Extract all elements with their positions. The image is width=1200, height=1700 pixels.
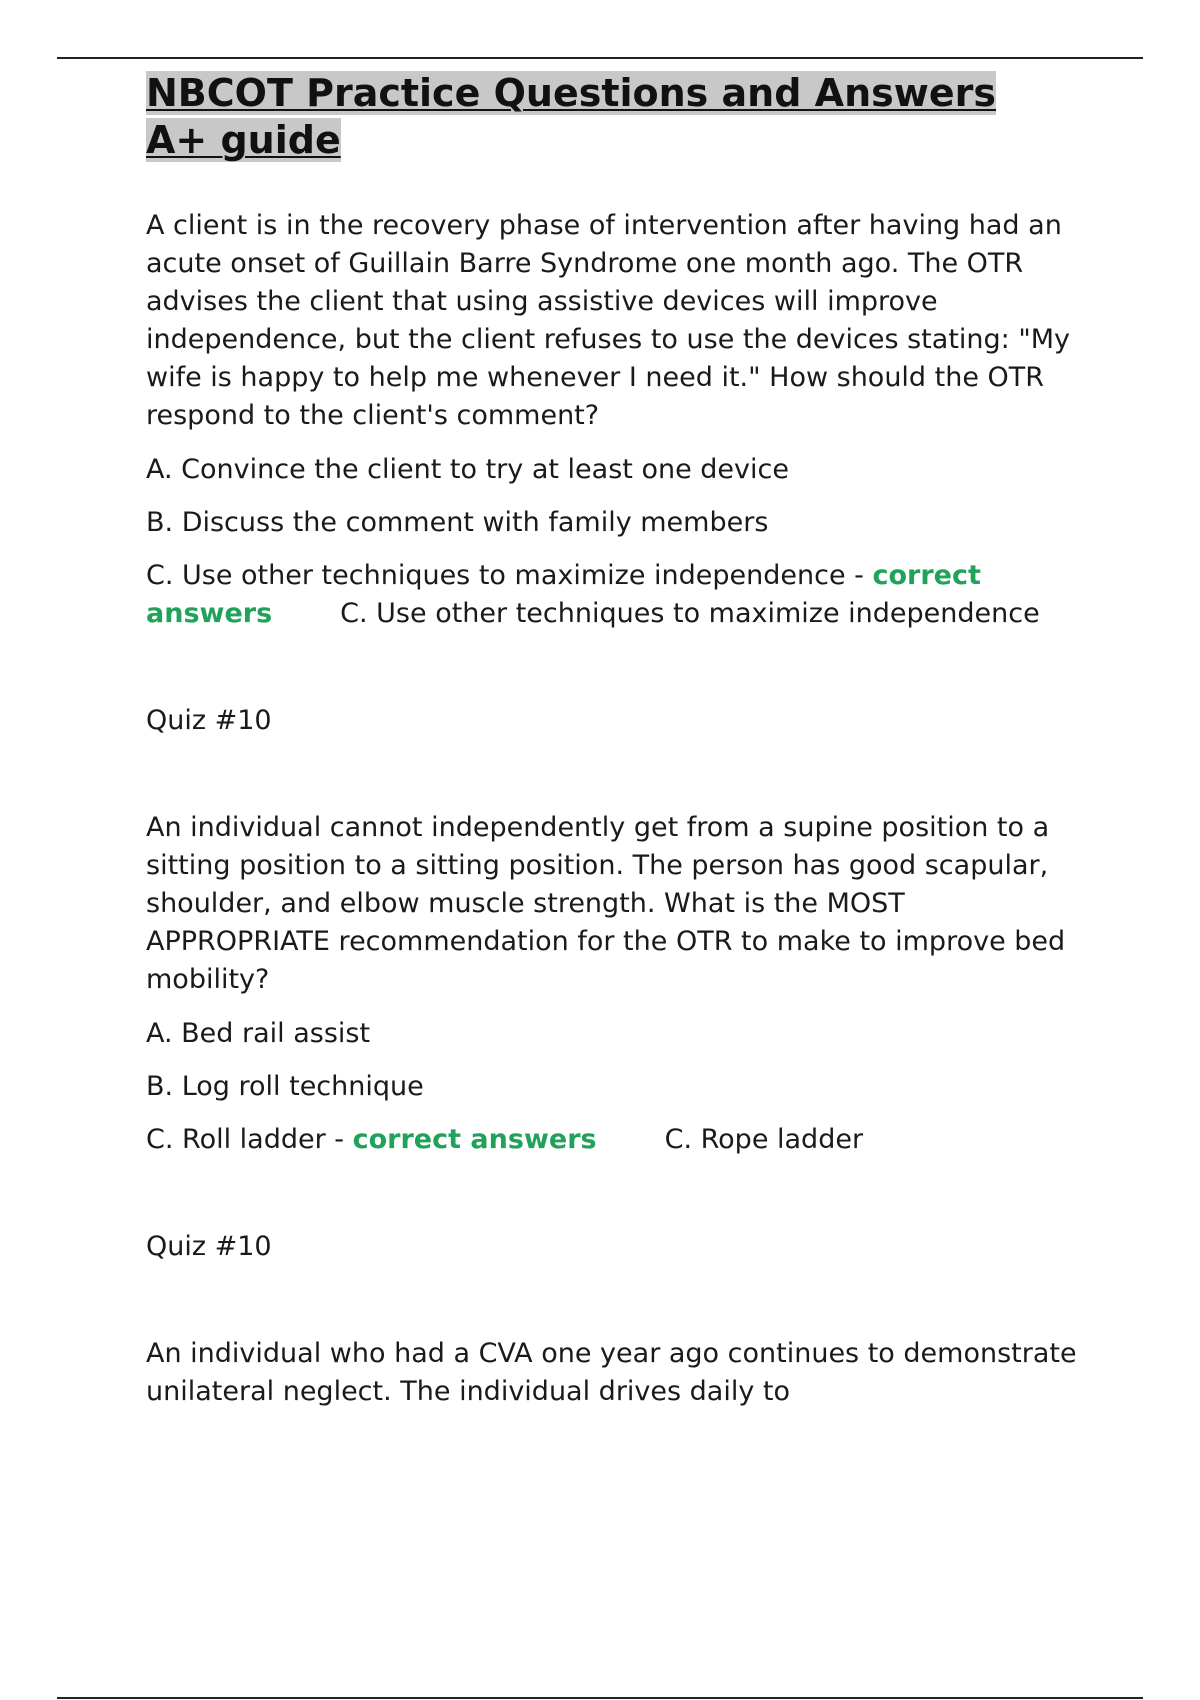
answer-line	[146, 557, 1086, 633]
quiz-label: Quiz #10	[146, 1231, 272, 1262]
answer-line	[146, 1121, 1086, 1159]
option-b: B. Discuss the comment with family members	[146, 507, 769, 538]
bottom-rule	[57, 1697, 1143, 1699]
answer-option: C. Use other techniques to maximize independence -	[146, 560, 873, 591]
question-text: An individual cannot independently get from a supine position to a sitting position to a sitting position. The person has good scapular, shoulder, and elbow muscle strength. What is the MOST APPROPRIATE recommendation for the OTR to make to improve bed mobility?	[146, 812, 1066, 995]
title-line-2: A+ guide	[146, 118, 341, 162]
document-body	[146, 70, 1086, 1411]
answer-text: C. Use other techniques to maximize independence	[340, 598, 1040, 629]
option-a: A. Convince the client to try at least one device	[146, 454, 789, 485]
quiz-label: Quiz #10	[146, 705, 272, 736]
correct-answers-tag: correct answers	[352, 1124, 597, 1155]
title-line-1: NBCOT Practice Questions and Answers	[146, 71, 996, 115]
answer-option: C. Roll ladder -	[146, 1124, 353, 1155]
question-text: A client is in the recovery phase of intervention after having had an acute onset of Guillain Barre Syndrome one month ago. The OTR advises the client that using assistive devices will improve independence, but the client refuses to use the devices stating: "My wife is happy to help me whenever I need it." How should the OTR respond to the client's comment?	[146, 210, 1071, 431]
top-rule	[57, 57, 1143, 59]
question-text: An individual who had a CVA one year ago continues to demonstrate unilateral neglect. The individual drives daily to	[146, 1338, 1077, 1407]
document-title	[146, 70, 1086, 164]
option-b: B. Log roll technique	[146, 1071, 424, 1102]
option-a: A. Bed rail assist	[146, 1018, 371, 1049]
correct-answers-tag: correct answers	[146, 560, 981, 629]
answer-text: C. Rope ladder	[664, 1124, 864, 1155]
